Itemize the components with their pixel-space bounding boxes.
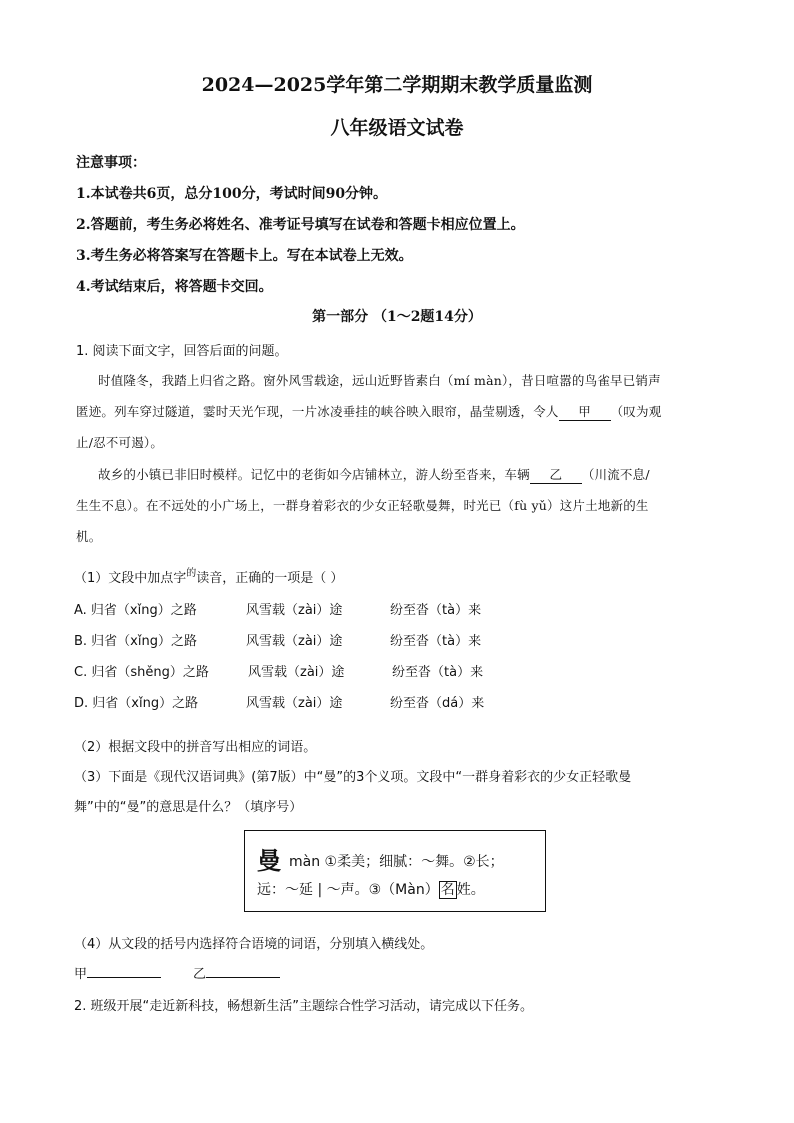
passage-text: （川流不息/ [581, 467, 650, 482]
passage-line: 生生不息）。在不远处的小广场上，一群身着彩衣的少女正轻歌曼舞，时光已（fù yǔ）这片土地新的生 [76, 498, 649, 513]
sub-question-3-cont: 舞”中的“曼”的意思是什么？（填序号） [74, 800, 303, 815]
sub-question-1: （1）文段中加点字$^的$读音，正确的一项是（ ） [74, 568, 344, 586]
exam-subtitle: 八年级语文试卷 [330, 117, 464, 139]
passage-line: 机。 [76, 529, 102, 544]
question-1-prompt: 1. 阅读下面文字，回答后面的问题。 [76, 344, 288, 359]
dictionary-headword: 曼 [257, 847, 281, 875]
passage-text: 匿迹。列车穿过隧道，霎时天光乍现，一片冰凌垂挂的峡谷映入眼帘，晶莹剔透，令人 [76, 404, 559, 419]
sub-question-4: （4）从文段的括号内选择符合语境的词语，分别填入横线处。 [74, 937, 434, 952]
passage-line [98, 465, 650, 484]
sub-question-2: （2）根据文段中的拼音写出相应的词语。 [74, 740, 317, 755]
notice-item: 1.本试卷共6页，总分100分，考试时间90分钟。 [76, 186, 388, 202]
passage-line: 止/忍不可遏）。 [76, 435, 164, 450]
answer-blank-b[interactable] [206, 963, 280, 978]
notice-item: 2.答题前，考生务必将姓名、准考证号填写在试卷和答题卡相应位置上。 [76, 217, 525, 233]
passage-text: （叹为观 [610, 404, 662, 419]
notice-item: 4.考试结束后，将答题卡交回。 [76, 279, 273, 295]
notice-heading: 注意事项： [76, 155, 146, 171]
notice-item: 3.考生务必将答案写在答题卡上。写在本试卷上无效。 [76, 248, 413, 264]
exam-title: 2024—2025学年第二学期期末教学质量监测 [201, 74, 593, 96]
answer-line-a: 甲 [74, 963, 161, 982]
blank-a: 甲 [559, 402, 611, 421]
passage-line [76, 402, 661, 421]
sub-question-3: （3）下面是《现代汉语词典》(第7版）中“曼”的3个义项。文段中“一群身着彩衣的少女正轻歌曼 [74, 770, 632, 785]
passage-text: 故乡的小镇已非旧时模样。记忆中的老街如今店铺林立，游人纷至沓来，车辆 [98, 467, 530, 482]
blank-b: 乙 [530, 465, 582, 484]
boxed-char: 名 [440, 882, 455, 898]
dictionary-entry-box [244, 830, 546, 912]
superscript-mark: 的 [186, 568, 197, 579]
dictionary-line: 曼màn ①柔美；细腻：～舞。②长； [257, 847, 504, 875]
answer-line-b: 乙 [193, 963, 280, 982]
answer-blank-a[interactable] [87, 963, 161, 978]
exam-page: 2024—2025学年第二学期期末教学质量监测 八年级语文试卷 注意事项： 1.本试卷共6页，总分100分，考试时间90分钟。 2.答题前，考生务必将姓名、准考证号填写在试卷和答题卡相应位置上。 3.考生务必将答案写在答题卡上。写在本试卷上无效。 4.考试结束后，将答题卡交回。 第一部分 （1～2题14分） 1. 阅读下面文字，回答后面的问题。 时值隆冬，我踏上归省之路。窗外风雪载途，远山近野皆素白（mí màn），昔日喧嚣的鸟雀早已销声 匿迹。列车穿过隧道，霎时天光乍现，一片冰凌垂挂的峡谷映入眼帘，晶莹剔透，令人 甲 （叹为观 止/忍不可遏）。 故乡的小镇已非旧时模样。记忆中的老街如今店铺林立，游人纷至沓来，车辆 乙 （川流不息/ 生生不息）。在不远处的小广场上，一群身着彩衣的少女正轻歌曼舞，时光已（fù yǔ）这片土地新的生 机。 （1）文段中加点字$^的$读音，正确的一项是（ ） A. 归省（xǐng）之路 风雪载（zài）途 纷至沓（tà）来 B. 归省（xǐng）之路 风雪载（zài）途 纷至沓（tà）来 C. 归省（shěng）之路 风雪载（zài）途 纷至沓（tà）来 D. 归省（xǐng）之路 风雪载（zài）途 纷至沓（dá）来 （2）根据文段中的拼音写出相应的词语。 （3）下面是《现代汉语词典》(第7版）中“曼”的3个义项。文段中“一群身着彩衣的少女正轻歌曼 舞”中的“曼”的意思是什么？（填序号） 曼màn ①柔美；细腻：～舞。②长； 远：～延 | ～声。③（Màn） 名 姓。 （4）从文段的括号内选择符合语境的词语，分别填入横线处。 甲 乙 2. 班级开展“走近新科技，畅想新生活”主题综合性学习活动，请完成以下任务。 [0, 0, 794, 1123]
dictionary-line: 远：～延 | ～声。③（Màn） 名 姓。 [257, 882, 485, 898]
question-2-prompt: 2. 班级开展“走近新科技，畅想新生活”主题综合性学习活动，请完成以下任务。 [74, 999, 534, 1014]
passage-line: 时值隆冬，我踏上归省之路。窗外风雪载途，远山近野皆素白（mí màn），昔日喧嚣的鸟雀早已销声 [98, 373, 661, 388]
part-heading: 第一部分 （1～2题14分） [312, 309, 482, 325]
